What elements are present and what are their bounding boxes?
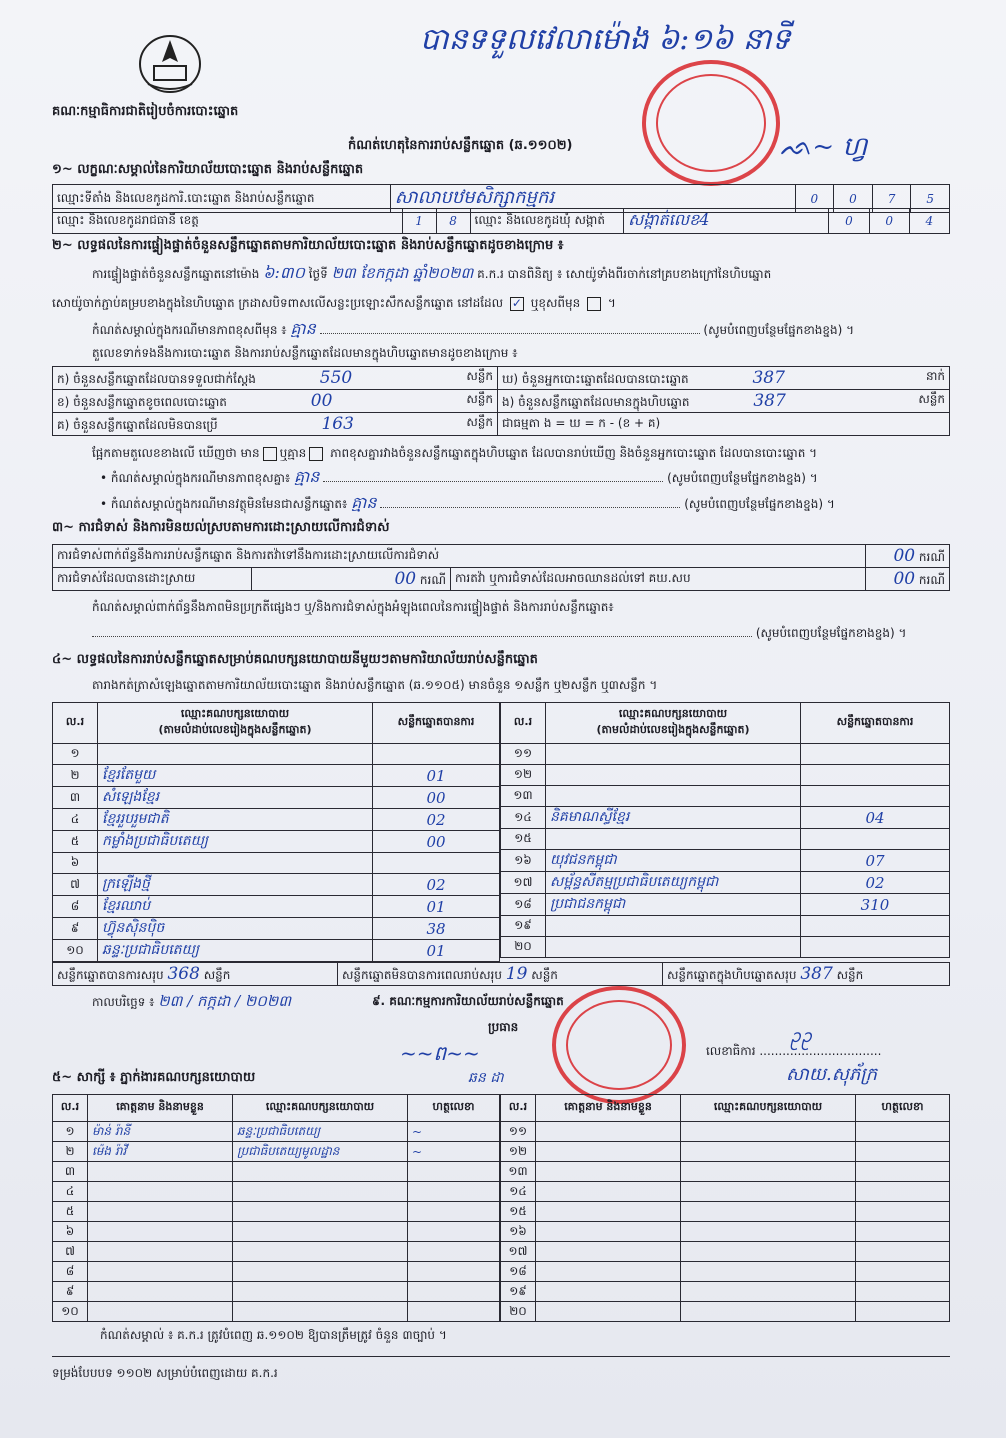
table-row [53,787,500,809]
location-label: ឈ្មោះទីតាំង និងលេខកូដការិ.បោះឆ្នោត និងរាប់សន្លឹកឆ្នោត [53,185,391,213]
table-row [53,896,500,918]
total-invalid: សន្លឹកឆ្នោតមិនបានការពេលរាប់សរុប 19 សន្លឹក [338,963,663,986]
witness-party [681,1142,856,1162]
party-name: ខ្មែររួបរួមជាតិ [98,809,373,831]
row-number: ១៥ [501,1202,536,1222]
total-in-box: សន្លឹកឆ្នោតក្នុងហិបឆ្នោតសរុប 387 សន្លឹក [663,963,950,986]
witness-signature [856,1162,950,1182]
witness-name [536,1302,681,1322]
figures-intro: តួលេខទាក់ទងនឹងការបោះឆ្នោត និងការរាប់សន្លឹកឆ្នោតដែលមានក្នុងហិបឆ្នោតមានដូចខាងក្រោម ៖ [92,346,518,360]
witness-signature [408,1302,500,1322]
yes-diff-checkbox[interactable] [263,447,277,461]
table-row [53,765,500,787]
party-results-right [500,702,950,958]
witness-name [88,1282,233,1302]
witness-signature [856,1202,950,1222]
vote-count: 02 [801,872,950,894]
party-name [546,829,801,850]
witness-signature [856,1282,950,1302]
verify-paragraph: ការផ្ទៀងផ្ទាត់ចំនួនសន្លឹកឆ្នោតនៅម៉ោង ៦:៣០ ថ្ងៃទី ២៣ ខែកក្កដា ឆ្នាំ២០២៣ គ.ក.រ បានពិនិត្យ ៖ សោយ៉ូទាំងពីរចាក់នៅគ្របខាងក្រៅនៃហិបឆ្នោត [92,263,772,282]
irregularity-note: កំណត់សម្គាល់ពាក់ព័ន្ធនឹងភាពមិនប្រក្រតីផ្សេងៗ ឬ/និងការជំទាស់ក្នុងអំឡុងពេលនៃការផ្ទៀងផ្ទាត់ និងការរាប់សន្លឹកឆ្នោត៖ [92,600,614,614]
col-party: ឈ្មោះគណបក្សនយោបាយ [681,1095,856,1122]
province-table [52,208,950,234]
code-digit: 7 [872,185,911,213]
table-row [53,1202,500,1222]
row-number: ១១ [501,1122,536,1142]
col-votes: សន្លឹកឆ្នោតបានការ [801,703,950,744]
spoiled-ballots: ខ) ចំនួនសន្លឹកឆ្នោតខូចពេលបោះឆ្នោត 00 សន្លឹក [53,390,498,413]
witness-name: ម៉េង រ៉ាវី [88,1142,233,1162]
row-number: ១៨ [501,1262,536,1282]
table-row [501,807,950,829]
vote-count [801,765,950,786]
section5-heading: ៥~ សាក្សី ៖ ភ្នាក់ងារគណបក្សនយោបាយ [52,1070,256,1085]
row-number: ៧ [53,1242,88,1262]
row-number: ៤ [53,1182,88,1202]
witness-signature: ~ [408,1122,500,1142]
row-number: ១ [53,1122,88,1142]
row-number: ១៤ [501,1182,536,1202]
row-number: ២ [53,765,98,787]
row-number: ១៣ [501,1162,536,1182]
witness-signature [856,1182,950,1202]
witness-party [233,1282,408,1302]
chair-signature: ~~ព~~ [400,1041,480,1065]
witness-name [536,1122,681,1142]
committee-name: គណៈកម្មាធិការជាតិរៀបចំការបោះឆ្នោត [52,104,239,119]
table-row [53,1142,500,1162]
row-number: ៣ [53,787,98,809]
vote-count [373,853,500,874]
witness-name [536,1162,681,1182]
col-name: គោត្តនាម និងនាមខ្លួន [536,1095,681,1122]
witness-name [536,1202,681,1222]
witness-party [681,1282,856,1302]
objection-label: ការជំទាស់ពាក់ព័ន្ធនឹងការរាប់សន្លឹកឆ្នោត និងការតវ៉ាទៅនឹងការដោះស្រាយលើការជំទាស់ [53,545,866,568]
witness-name [536,1142,681,1162]
witness-party [233,1162,408,1182]
witness-party [233,1222,408,1242]
row-number: ១៩ [501,916,546,937]
table-row [501,1222,950,1242]
row-number: ៩ [53,918,98,940]
table-row [501,916,950,937]
party-name: និគមាណស្ធីខ្មែរ [546,807,801,829]
row-number: ១៥ [501,829,546,850]
changed-checkbox[interactable] [587,297,601,311]
row-number: ១២ [501,1142,536,1162]
no-diff-checkbox[interactable] [309,447,323,461]
secretary-name: សាយ.សុភ័ក្រ [786,1064,878,1085]
witness-name [88,1202,233,1222]
unchanged-checkbox[interactable]: ✓ [511,295,522,310]
witness-party [681,1242,856,1262]
table-row [53,744,500,765]
table-row [501,1242,950,1262]
witness-table-left [52,1094,500,1322]
table-row [501,850,950,872]
party-name [546,937,801,958]
province-label: ឈ្មោះ និងលេខកូដរាជធានី ខេត្ត [53,209,403,234]
table-row [53,1282,500,1302]
table-row [501,744,950,765]
table-row [501,786,950,807]
formula: ជាធម្មតា ង = ឃ = ក - (ខ + គ) [498,413,950,436]
received-time-note: បានទទួលវេលាម៉ោង ៦:១៦ នាទី [420,22,791,57]
form-title: កំណត់ហេតុនៃការរាប់សន្លឹកឆ្នោត (ឆ.១១០២) [348,138,573,153]
objection-count: 00 ករណី [866,545,950,568]
witness-party [233,1242,408,1262]
unused-ballots: គ) ចំនួនសន្លឹកឆ្នោតដែលមិនបានប្រើ 163 សន្លឹក [53,413,498,436]
table-row [53,1122,500,1142]
witness-party [681,1122,856,1142]
table-row [501,1182,950,1202]
vote-count [801,916,950,937]
nec-logo-icon [134,32,206,96]
row-number: ៨ [53,896,98,918]
table-row [53,1242,500,1262]
col-sign: ហត្ថលេខា [408,1095,500,1122]
escalated-label: ការតវ៉ា ឬការជំទាស់ដែលអាចឈានដល់ទៅ គឃ.សប [451,568,866,591]
row-number: ១៩ [501,1282,536,1302]
party-name: សំឡេងខ្មែរ [98,787,373,809]
row-number: ៦ [53,853,98,874]
col-name: គោត្តនាម និងនាមខ្លួន [88,1095,233,1122]
row-number: ៩ [53,1282,88,1302]
witness-name [88,1182,233,1202]
voters-count: ឃ) ចំនួនអ្នកបោះឆ្នោតដែលបានបោះឆ្នោត 387 នាក់ [498,367,950,390]
table-row [501,765,950,786]
witness-signature [856,1302,950,1322]
escalated-count: 00 ករណី [866,568,950,591]
row-number: ៤ [53,809,98,831]
witness-name [536,1282,681,1302]
top-signature: ᨒ~ ហ្វ [780,132,868,162]
witness-name [536,1262,681,1282]
table-row [501,1282,950,1302]
vote-count [373,744,500,765]
witness-party [681,1222,856,1242]
party-name [546,744,801,765]
section3-heading: ៣~ ការជំទាស់ និងការមិនយល់ស្របតាមការដោះស្រាយលើការជំទាស់ [52,520,390,535]
party-name [98,744,373,765]
witness-party [681,1162,856,1182]
irregularity-line: (សូមបំពេញបន្ថែមផ្នែកខាងខ្នង) ។ [92,626,952,640]
row-number: ២០ [501,1302,536,1322]
table-row [53,809,500,831]
totals-table [52,962,950,986]
table-row [53,853,500,874]
vote-count: 02 [373,874,500,896]
party-name [546,765,801,786]
witness-signature [408,1162,500,1182]
seal-paragraph: សោយ៉ូចាក់ភ្ជាប់គម្របខាងក្នុងនៃហិបឆ្នោត ក្រដាសបិទពាសលើសន្លះប្រឡោះសឹកសន្លឹកឆ្នោត នៅដដែល ✓ ឬខុសពីមុន ។ [52,295,616,310]
table-row [53,1162,500,1182]
ballots-in-box: ង) ចំនួនសន្លឹកឆ្នោតដែលមានក្នុងហិបឆ្នោត 387 សន្លឹក [498,390,950,413]
commune-label: ឈ្មោះ និងលេខកូដឃុំ សង្កាត់ [470,209,624,234]
vote-count [801,786,950,807]
witness-signature [856,1262,950,1282]
vote-count: 01 [373,765,500,787]
tally-sheet-note: តារាងកត់ត្រាសំឡេងឆ្នោតតាមការិយាល័យបោះឆ្នោត និងរាប់សន្លឹកឆ្នោត (ឆ.១១០៥) មានចំនួន ១សន្លឹក ឬ២សន្លឹក ឬ៣សន្លឹក ។ [92,678,658,692]
row-number: ១៤ [501,807,546,829]
total-valid: សន្លឹកឆ្នោតបានការសរុប 368 សន្លឹក [53,963,338,986]
commune-value: សង្កាត់លេខ4 [624,209,829,234]
row-number: ៥ [53,831,98,853]
table-row [501,937,950,958]
col-no: ល.រ [501,1095,536,1122]
code-digit: 0 [795,185,834,213]
row-number: ១១ [501,744,546,765]
row-number: ១២ [501,765,546,786]
code-digit: 5 [911,185,950,213]
section2-heading: ២~ លទ្ធផលនៃការផ្ទៀងផ្ទាត់ចំនួនសន្លឹកឆ្នោតតាមការិយាល័យបោះឆ្នោត និងរាប់សន្លឹកឆ្នោតដូចខាងក្រោម ៖ [52,238,564,253]
received-ballots: ក) ចំនួនសន្លឹកឆ្នោតដែលបានទទួលជាក់ស្តែង 550 សន្លឹក [53,367,498,390]
witness-signature [408,1262,500,1282]
party-name: ប្រជាជនកម្ពុជា [546,894,801,916]
footer-note: កំណត់សម្គាល់ ៖ គ.ក.រ ត្រូវបំពេញ ឆ.១១០២ ឱ្យបានត្រឹមត្រូវ ចំនួន ៣ច្បាប់ ។ [100,1328,447,1342]
secretary-signature: ᩏᩏ [790,1026,812,1047]
location-value: សាលាបឋមសិក្សាកម្មករ [390,185,795,213]
commune-digit: 0 [869,209,909,234]
vote-count: 07 [801,850,950,872]
vote-count: 02 [373,809,500,831]
witness-party [233,1262,408,1282]
commune-digit: 0 [829,209,869,234]
province-digit: 8 [436,209,470,234]
diff-note: • កំណត់សម្គាល់ក្នុងករណីមានភាពខុសគ្នា៖ គ្មាន (សូមបំពេញបន្ថែមផ្នែកខាងខ្នង) ។ [100,467,818,486]
col-no: ល.រ [53,1095,88,1122]
table-row [501,1202,950,1222]
table-row [53,831,500,853]
party-name [98,853,373,874]
witness-name [536,1242,681,1262]
party-name: ក្រឡើងថ្មី [98,874,373,896]
vote-count: 01 [373,896,500,918]
row-number: ១៦ [501,850,546,872]
witness-party [681,1302,856,1322]
foreign-object-note: • កំណត់សម្គាល់ក្នុងករណីមានវត្ថុមិនមែនជាសន្លឹកឆ្នោត៖ គ្មាន (សូមបំពេញបន្ថែមផ្នែកខាងខ្នង) ។ [100,493,835,512]
official-stamp-bottom [552,986,686,1104]
witness-party [681,1202,856,1222]
party-results-left [52,702,500,962]
vote-count: 00 [373,787,500,809]
section1-heading: ១~ លក្ខណៈសម្គាល់នៃការិយាល័យបោះឆ្នោត និងរាប់សន្លឹកឆ្នោត [52,162,364,177]
code-digit: 0 [834,185,873,213]
row-number: ១៧ [501,1242,536,1262]
party-name: សម្ព័ន្ធសីតម្មប្រជាធិបតេយ្យកម្ពុជា [546,872,801,894]
row-number: ១៣ [501,786,546,807]
vote-count: 38 [373,918,500,940]
witness-signature [408,1202,500,1222]
vote-count: 04 [801,807,950,829]
change-note: កំណត់សម្គាល់ក្នុងករណីមានភាពខុសពីមុន ៖ គ្មាន (សូមបំពេញបន្ថែមផ្នែកខាងខ្នង) ។ [92,319,855,338]
row-number: ១០ [53,940,98,962]
witness-party [681,1182,856,1202]
vote-count: 310 [801,894,950,916]
witness-party [233,1202,408,1222]
chair-name: ឆន ដា [468,1070,504,1086]
witness-signature: ~ [408,1142,500,1162]
witness-party: ឆន្ទៈប្រជាធិបតេយ្យ [233,1122,408,1142]
witness-signature [856,1222,950,1242]
commune-digit: 4 [909,209,949,234]
row-number: ៨ [53,1262,88,1282]
party-name: កម្លាំងប្រជាធិបតេយ្យ [98,831,373,853]
table-row [501,872,950,894]
col-party: ឈ្មោះគណបក្សនយោបាយ (តាមលំដាប់លេខរៀងក្នុងសន្លឹកឆ្នោត) [98,703,373,744]
table-row [53,1302,500,1322]
province-digit: 1 [402,209,436,234]
party-name: ខ្មែរឈាប់ [98,896,373,918]
official-stamp-top [642,60,780,186]
party-name: ឆន្ទៈប្រជាធិបតេយ្យ [98,940,373,962]
col-votes: សន្លឹកឆ្នោតបានការ [373,703,500,744]
party-name [546,916,801,937]
table-row [53,1262,500,1282]
witness-signature [408,1182,500,1202]
party-name: យុវជនកម្ពុជា [546,850,801,872]
resolved-label: ការជំទាស់ដែលបានដោះស្រាយ [53,568,252,591]
row-number: ២០ [501,937,546,958]
row-number: ៧ [53,874,98,896]
table-row [53,874,500,896]
resolved-count: 00 ករណី [252,568,451,591]
col-party: ឈ្មោះគណបក្សនយោបាយ [233,1095,408,1122]
table-row [53,1182,500,1202]
party-name: ហ៊្វុនស៊ិនប៉ិច [98,918,373,940]
witness-signature [408,1242,500,1262]
table-row [501,1162,950,1182]
witness-name [88,1302,233,1322]
vote-count: 00 [373,831,500,853]
secretary-title: លេខាធិការ ................................ [706,1044,882,1058]
witness-name: ម៉ាន់ រ៉ានី [88,1122,233,1142]
section4-heading: ៤~ លទ្ធផលនៃការរាប់សន្លឹកឆ្នោតសម្រាប់គណបក្សនយោបាយនីមួយៗតាមការិយាល័យរាប់សន្លឹកឆ្នោត [52,652,538,667]
result-date: កាលបរិច្ឆេទ ៖ ២៣ / កក្កដា / ២០២៣ [92,992,292,1010]
row-number: ១០ [53,1302,88,1322]
witness-party [233,1182,408,1202]
col-party: ឈ្មោះគណបក្សនយោបាយ (តាមលំដាប់លេខរៀងក្នុងសន្លឹកឆ្នោត) [546,703,801,744]
col-sign: ហត្ថលេខា [856,1095,950,1122]
table-row [501,1302,950,1322]
table-row [53,940,500,962]
row-number: ១៧ [501,872,546,894]
vote-count [801,937,950,958]
row-number: ៣ [53,1162,88,1182]
table-row [501,829,950,850]
form-footer: ទម្រង់បែបបទ ១១០២ សម្រាប់បំពេញដោយ គ.ក.រ [52,1366,278,1380]
witness-name [536,1182,681,1202]
row-number: ១៦ [501,1222,536,1242]
table-row [501,894,950,916]
compare-line: ផ្អែកតាមតួលេខខាងលើ ឃើញថា មាន ឬគ្មាន ភាពខុសគ្នារវាងចំនួនសន្លឹកឆ្នោតក្នុងហិបឆ្នោត ដែលបានរាប់ឃើញ និងចំនួនអ្នកបោះឆ្នោត ដែលបានបោះឆ្នោត ។ [92,446,818,460]
ballot-figures-table [52,366,950,436]
objection-table [52,544,950,591]
witness-party [681,1262,856,1282]
row-number: ១ [53,744,98,765]
witness-party [233,1302,408,1322]
vote-count [801,744,950,765]
table-row [501,1122,950,1142]
witness-name [536,1222,681,1242]
vote-count: 01 [373,940,500,962]
witness-signature [408,1282,500,1302]
row-number: ៥ [53,1202,88,1222]
party-name [546,786,801,807]
col-no: ល.រ [53,703,98,744]
counting-committee: ៩. គណៈកម្មការការិយាល័យរាប់សន្លឹកឆ្នោត [372,994,564,1008]
witness-signature [856,1122,950,1142]
witness-party: ប្រជាធិបតេយ្យមូលដ្ឋាន [233,1142,408,1162]
chair-title: ប្រធាន [488,1020,519,1034]
row-number: ១៨ [501,894,546,916]
vote-count [801,829,950,850]
row-number: ២ [53,1142,88,1162]
table-row [53,918,500,940]
witness-name [88,1162,233,1182]
table-row [501,1262,950,1282]
table-row [53,1222,500,1242]
row-number: ៦ [53,1222,88,1242]
witness-signature [856,1142,950,1162]
col-no: ល.រ [501,703,546,744]
witness-name [88,1262,233,1282]
witness-name [88,1222,233,1242]
witness-signature [408,1222,500,1242]
party-name: ខ្មែរតែមួយ [98,765,373,787]
witness-table-right [500,1094,950,1322]
witness-name [88,1242,233,1262]
table-row [501,1142,950,1162]
witness-signature [856,1242,950,1262]
